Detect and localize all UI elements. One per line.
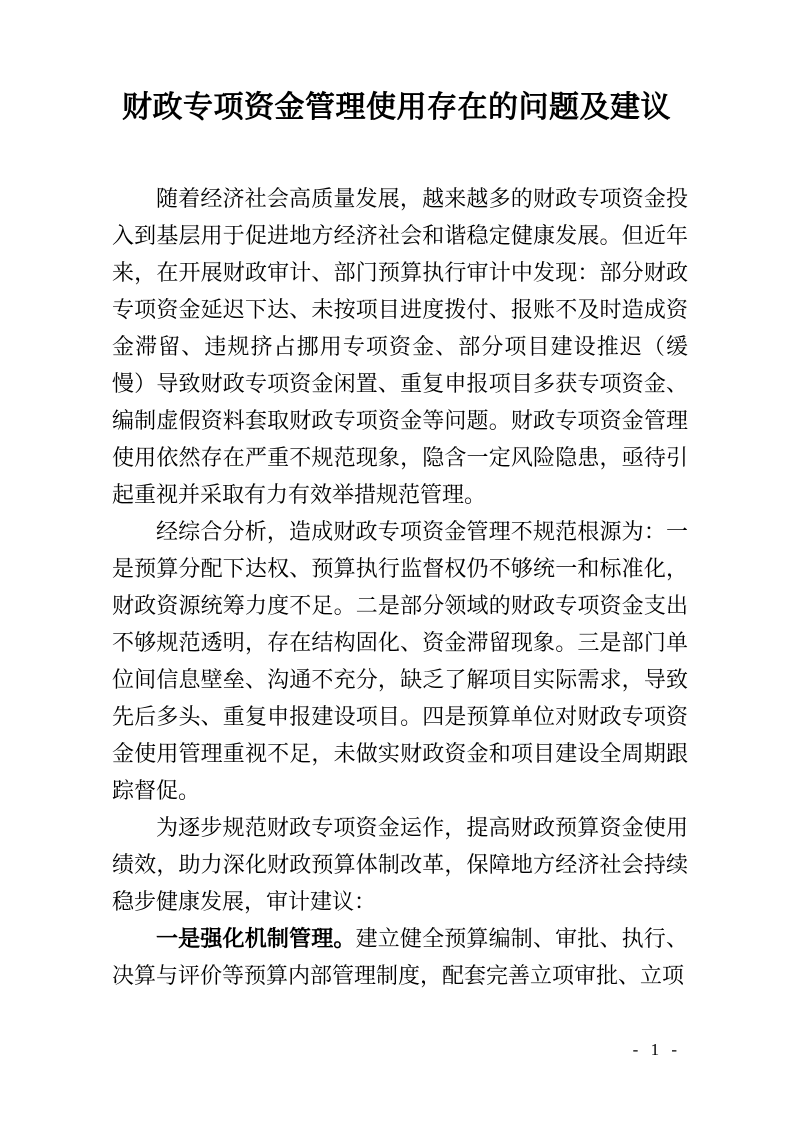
page-footer — [633, 1040, 681, 1060]
paragraph-suggestion-1 — [112, 920, 688, 994]
paragraph-text: 经综合分析，造成财政专项资金管理不规范根源为：一是预算分配下达权、预算执行监督权仍不够统一和标准化，财政资源统筹力度不足。二是部分领域的财政专项资金支出不够规范透明，存在结构固化、资金滞留现象。三是部门单位间信息壁垒、沟通不充分，缺乏了解项目实际需求，导致先后多头、重复申报建设项目。四是预算单位对财政专项资金使用管理重视不足，未做实财政资金和项目建设全周期跟踪督促。 — [112, 519, 688, 803]
paragraph-analysis — [112, 513, 688, 809]
document-body — [112, 180, 688, 994]
paragraph-intro — [112, 180, 688, 513]
paragraph-purpose — [112, 809, 688, 920]
paragraph-text: 随着经济社会高质量发展，越来越多的财政专项资金投入到基层用于促进地方经济社会和谐稳定健康发展。但近年来，在开展财政审计、部门预算执行审计中发现：部分财政专项资金延迟下达、未按项目进度拨付、报账不及时造成资金滞留、违规挤占挪用专项资金、部分项目建设推迟（缓慢）导致财政专项资金闲置、重复申报项目多获专项资金、编制虚假资料套取财政专项资金等问题。财政专项资金管理使用依然存在严重不规范现象，隐含一定风险隐患，亟待引起重视并采取有力有效举措规范管理。 — [112, 186, 688, 507]
paragraph-text: 建立健全预算编制、审批、执行、决算与评价等预算内部管理制度，配套完善立项审批、立项 — [112, 926, 688, 988]
page-title: 财政专项资金管理使用存在的问题及建议 — [122, 91, 671, 124]
page-number: - 1 - — [632, 1040, 681, 1059]
paragraph-bold-lead: 一是强化机制管理。 — [156, 926, 356, 951]
paragraph-text: 为逐步规范财政专项资金运作，提高财政预算资金使用绩效，助力深化财政预算体制改革，保障地方经济社会持续稳步健康发展，审计建议： — [112, 815, 688, 914]
